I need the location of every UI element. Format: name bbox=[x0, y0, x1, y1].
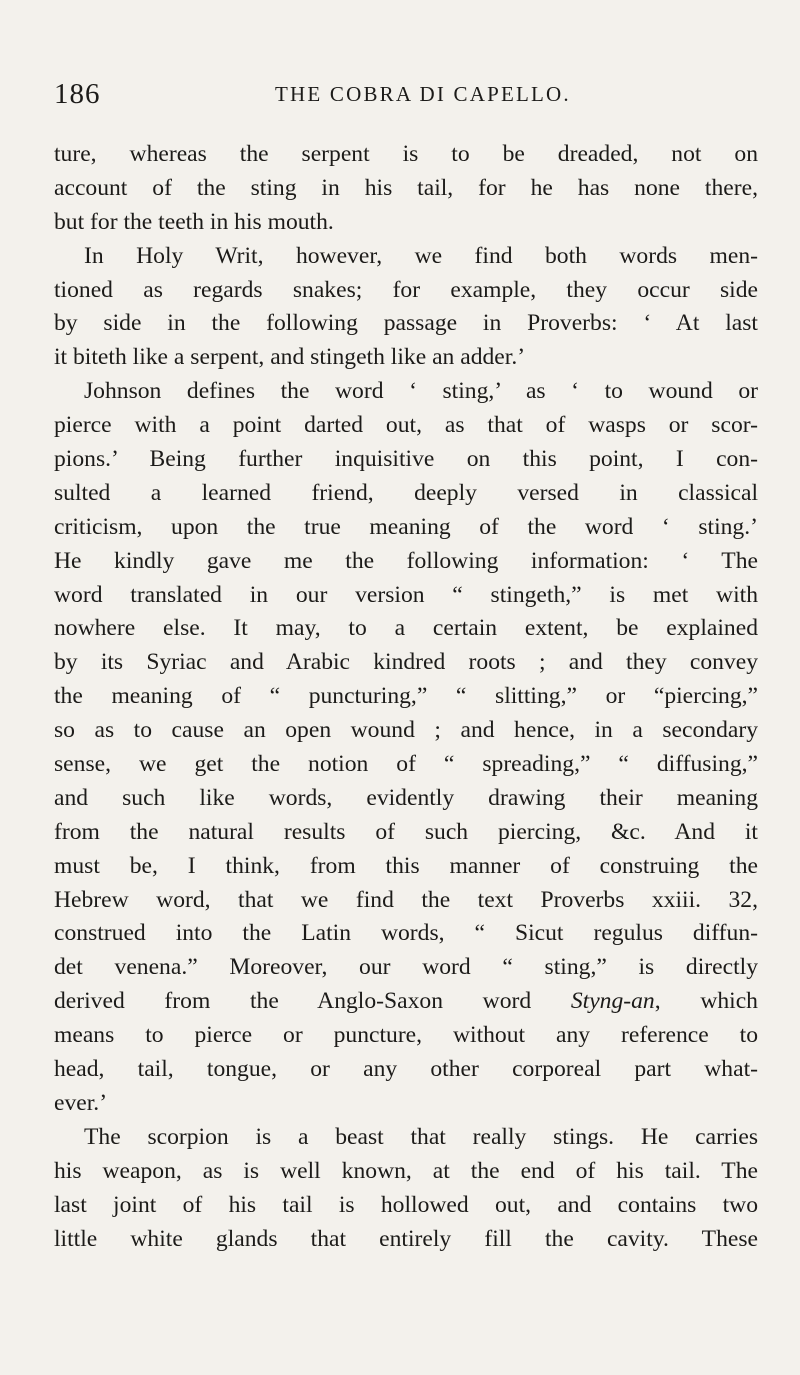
text-line: sense, we get the notion of “ spreading,” “ diffusing,” bbox=[54, 751, 758, 778]
text-line: nowhere else. It may, to a certain extent, be explained bbox=[54, 615, 758, 642]
running-head: THE COBRA DI CAPELLO. bbox=[275, 82, 571, 106]
text-line: ture, whereas the serpent is to be dreaded, not on bbox=[54, 141, 758, 167]
text-line: sulted a learned friend, deeply versed in classical bbox=[54, 479, 758, 506]
text-line: by its Syriac and Arabic kindred roots ; and they convey bbox=[54, 649, 758, 676]
text-line: little white glands that entirely fill the cavity. These bbox=[54, 1225, 758, 1252]
text-line: In Holy Writ, however, we find both words men- bbox=[84, 242, 758, 269]
text-line: account of the sting in his tail, for he has none there, bbox=[54, 174, 758, 201]
text-line: ever.’ bbox=[54, 1089, 108, 1116]
text-segment: derived from the Anglo-Saxon word bbox=[54, 988, 571, 1015]
text-line: so as to cause an open wound ; and hence, in a secondary bbox=[54, 717, 758, 744]
text-segment: , which bbox=[654, 988, 758, 1015]
text-line: the meaning of “ puncturing,” “ slitting,” or “piercing,” bbox=[54, 683, 758, 710]
text-line: Hebrew word, that we find the text Proverbs xxiii. 32, bbox=[54, 886, 758, 913]
text-line: head, tail, tongue, or any other corporeal part what- bbox=[54, 1056, 758, 1083]
page-header bbox=[54, 78, 754, 118]
text-line: word translated in our version “ stingeth,” is met with bbox=[54, 581, 758, 608]
text-line: det venena.” Moreover, our word “ sting,” is directly bbox=[54, 954, 758, 981]
text-line: but for the teeth in his mouth. bbox=[54, 208, 334, 235]
text-line: it biteth like a serpent, and stingeth like an adder.’ bbox=[54, 344, 526, 371]
text-line: pions.’ Being further inquisitive on this point, I con- bbox=[54, 446, 758, 473]
text-line: He kindly gave me the following information: ‘ The bbox=[54, 547, 758, 574]
text-line: from the natural results of such piercing, &c. And it bbox=[54, 818, 758, 845]
text-line: pierce with a point darted out, as that of wasps or scor- bbox=[54, 412, 758, 439]
text-line: means to pierce or puncture, without any reference to bbox=[54, 1022, 758, 1049]
text-line: tioned as regards snakes; for example, they occur side bbox=[54, 276, 758, 303]
text-line: and such like words, evidently drawing their meaning bbox=[54, 784, 758, 811]
text-line: must be, I think, from this manner of construing the bbox=[54, 852, 758, 879]
body-text bbox=[54, 138, 758, 1256]
text-line: his weapon, as is well known, at the end of his tail. The bbox=[54, 1157, 758, 1184]
text-line: last joint of his tail is hollowed out, and contains two bbox=[54, 1191, 758, 1218]
text-line: criticism, upon the true meaning of the word ‘ sting.’ bbox=[54, 513, 758, 540]
text-line: by side in the following passage in Proverbs: ‘ At last bbox=[54, 310, 758, 337]
page-number: 186 bbox=[54, 78, 101, 110]
text-line: Johnson defines the word ‘ sting,’ as ‘ to wound or bbox=[84, 378, 758, 405]
text-line bbox=[54, 985, 758, 1019]
text-line: construed into the Latin words, “ Sicut regulus diffun- bbox=[54, 920, 758, 947]
text-line: The scorpion is a beast that really stings. He carries bbox=[84, 1123, 758, 1150]
italic-term: Styng-an bbox=[570, 988, 655, 1015]
